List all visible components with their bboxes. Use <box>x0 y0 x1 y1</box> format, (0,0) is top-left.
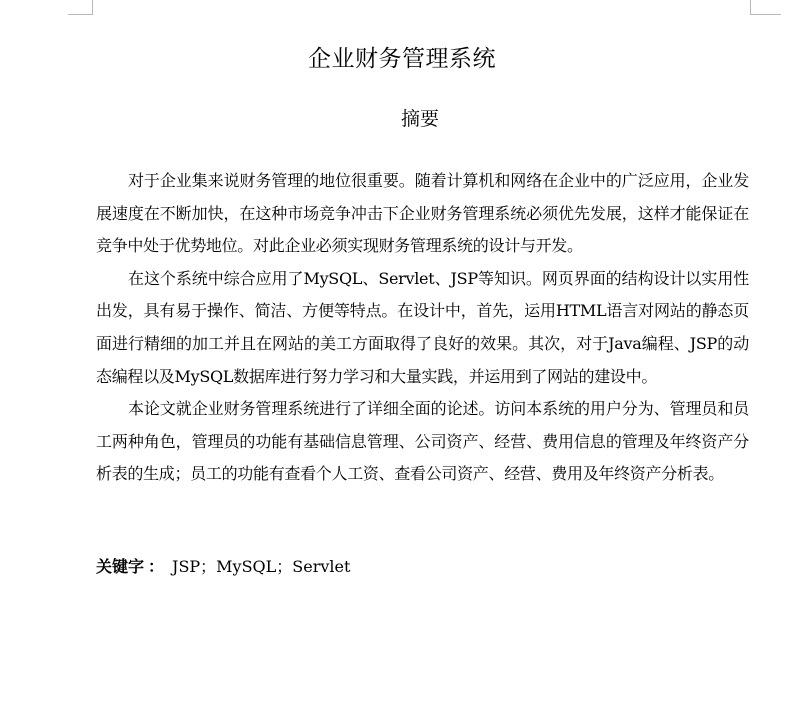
keywords-line <box>96 552 350 582</box>
abstract-paragraph-3: 本论文就企业财务管理系统进行了详细全面的论述。访问本系统的用户分为、管理员和员工两种角色，管理员的功能有基础信息管理、公司资产、经营、费用信息的管理及年终资产分析表的生成；员工的功能有查看个人工资、查看公司资产、经营、费用及年终资产分析表。 <box>96 399 749 484</box>
keywords-value: JSP；MySQL；Servlet <box>172 557 351 576</box>
crop-mark-top-right <box>750 0 781 15</box>
keywords-separator: ： <box>148 557 165 576</box>
document-title: 企业财务管理系统 <box>308 46 496 72</box>
keywords-label: 关键字 <box>96 557 145 576</box>
abstract-paragraph-2: 在这个系统中综合应用了MySQL、Servlet、JSP等知识。网页界面的结构设计以实用性出发，具有易于操作、简洁、方便等特点。在设计中，首先，运用HTML语言对网站的静态页面进行精细的加工并且在网站的美工方面取得了良好的效果。其次，对于Java编程、JSP的动态编程以及MySQL数据库进行努力学习和大量实践，并运用到了网站的建设中。 <box>96 268 749 386</box>
abstract-body <box>96 165 749 491</box>
abstract-paragraph-1: 对于企业集来说财务管理的地位很重要。随着计算机和网络在企业中的广泛应用，企业发展速度在不断加快，在这种市场竞争冲击下企业财务管理系统必须优先发展，这样才能保证在竞争中处于优势地位。对此企业必须实现财务管理系统的设计与开发。 <box>96 171 749 256</box>
abstract-heading: 摘要 <box>400 108 439 130</box>
crop-mark-top-left <box>68 0 93 15</box>
